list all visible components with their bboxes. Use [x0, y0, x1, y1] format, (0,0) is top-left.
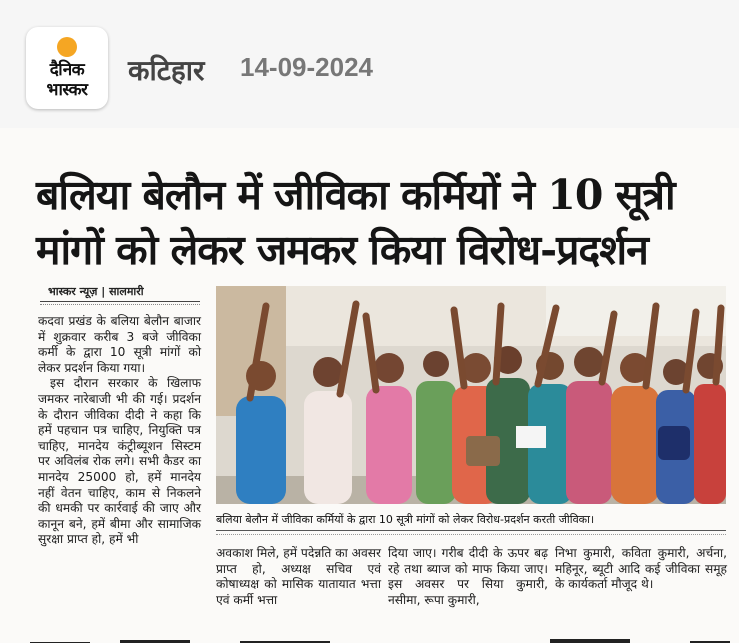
edition-date: 14-09-2024: [240, 52, 373, 82]
edition-city: कटिहार: [128, 54, 205, 87]
divider: [40, 301, 200, 302]
article-paragraph-1: कदवा प्रखंड के बलिया बेलौन बाजार में शुक्रवार करीब 3 बजे जीविका कर्मी के द्वारा 10 सूत्री मांगों को लेकर प्रदर्शन किया गया।: [38, 314, 201, 375]
article-column-1: [38, 314, 201, 548]
divider: [216, 534, 726, 535]
protest-photo-illustration: [216, 286, 726, 504]
protest-photo: [216, 286, 726, 504]
logo-text-line2: भास्कर: [46, 80, 88, 100]
photo-caption: बलिया बेलौन में जीविका कर्मियों के द्वारा 10 सूत्री मांगों को लेकर विरोध-प्रदर्शन करती जीविका।: [216, 513, 595, 526]
header-bar: [0, 0, 739, 129]
headline-line-1: बलिया बेलौन में जीविका कर्मियों ने 10 सूत्री: [36, 171, 675, 219]
article-paragraph-2: इस दौरान सरकार के खिलाफ जमकर नारेबाजी भी की गई। प्रदर्शन के दौरान जीविका दीदी ने कहा कि हमें पहचान पत्र चाहिए, नियुक्ति पत्र चाहिए, मानदेय कंट्रीब्यूशन सिस्टम पर अविलंब रोक लगे। सभी कैडर का मानदेय 25000 हो, हमें मानदेय नहीं वेतन चाहिए, काम से निकलने की धमकी पर कार्रवाई की जाए और कानून बने, हमें बीमा और सामाजिक सुरक्षा प्राप्त हो, हमें भी: [38, 376, 201, 547]
cutoff-text-fragments: [30, 636, 730, 643]
next-article-cutoff: [30, 632, 730, 643]
dainik-bhaskar-logo[interactable]: [26, 27, 108, 109]
logo-text-line1: दैनिक: [49, 60, 85, 80]
divider: [40, 304, 200, 305]
headline-line-2: मांगों को लेकर जमकर किया विरोध-प्रदर्शन: [36, 226, 648, 274]
article-column-2: अवकाश मिले, हमें पदेन्नति का अवसर प्राप्त हो, अध्यक्ष सचिव एवं कोषाध्यक्ष को मासिक यातायात भत्ता एवं कर्मी भत्ता: [216, 546, 381, 607]
byline: भास्कर न्यूज़ | सालमारी: [48, 285, 144, 298]
sun-icon: [57, 37, 77, 57]
divider: [216, 530, 726, 531]
article-column-4: निभा कुमारी, कविता कुमारी, अर्चना, महिनूर, ब्यूटी आदि कई जीविका समूह के कार्यकर्ता मौजूद थे।: [555, 546, 727, 592]
article-column-3: दिया जाए। गरीब दीदी के ऊपर बढ़ रहे तथा ब्याज को माफ किया जाए। इस अवसर पर सिया कुमारी, नसीमा, रूपा कुमारी,: [388, 546, 548, 607]
